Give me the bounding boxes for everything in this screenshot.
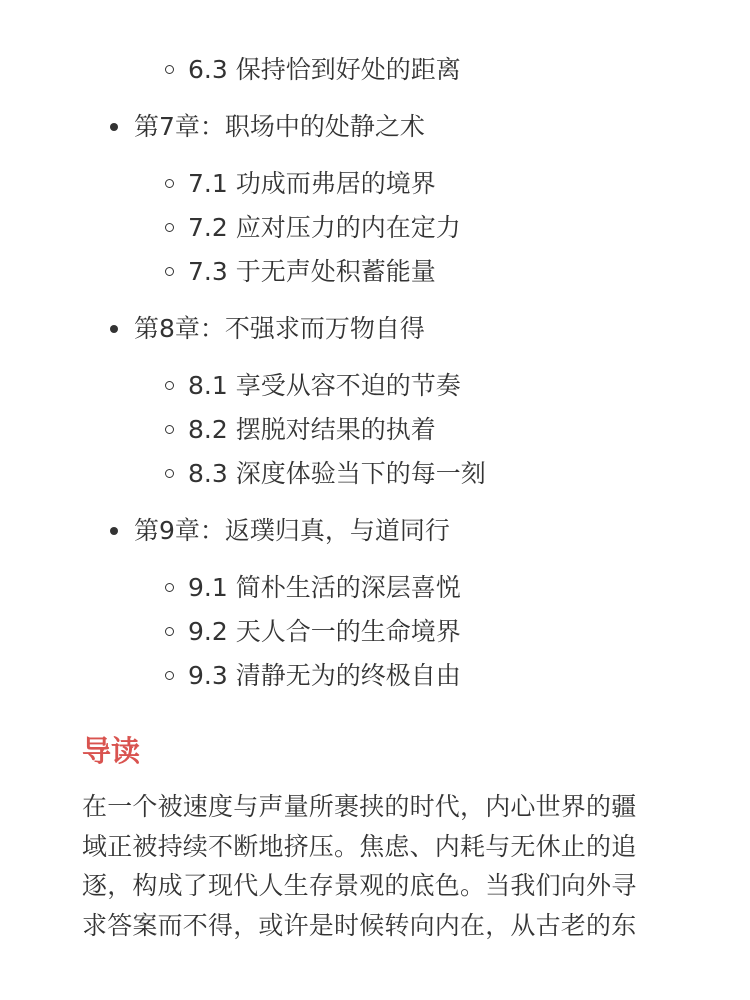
toc-subsection-label: 9.3 清静无为的终极自由 (188, 661, 461, 690)
paragraph-line: 在一个被速度与声量所裹挟的时代，内心世界的疆 (82, 792, 637, 821)
toc-chapter-label: 第9章：返璞归真，与道同行 (134, 516, 450, 545)
hollow-bullet-icon (165, 65, 174, 74)
toc-subsection-label: 8.1 享受从容不迫的节奏 (188, 371, 461, 400)
hollow-bullet-icon (165, 223, 174, 232)
hollow-bullet-icon (165, 469, 174, 478)
toc-chapter-label: 第7章：职场中的处静之术 (134, 112, 425, 141)
toc-subsection-label: 8.3 深度体验当下的每一刻 (188, 459, 486, 488)
hollow-bullet-icon (165, 425, 174, 434)
hollow-bullet-icon (165, 671, 174, 680)
hollow-bullet-icon (165, 381, 174, 390)
section-heading-intro: 导读 (82, 734, 141, 768)
hollow-bullet-icon (165, 583, 174, 592)
paragraph-line: 求答案而不得，或许是时候转向内在，从古老的东 (82, 910, 637, 940)
hollow-bullet-icon (165, 179, 174, 188)
toc-subsection-label: 6.3 保持恰到好处的距离 (188, 55, 461, 84)
toc-chapter-label: 第8章：不强求而万物自得 (134, 314, 425, 343)
hollow-bullet-icon (165, 267, 174, 276)
toc-subsection-label: 7.1 功成而弗居的境界 (188, 169, 436, 198)
intro-paragraph (82, 787, 682, 945)
paragraph-line: 逐，构成了现代人生存景观的底色。当我们向外寻 (82, 871, 637, 900)
toc-subsection-label: 7.2 应对压力的内在定力 (188, 213, 461, 242)
toc-subsection-label: 7.3 于无声处积蓄能量 (188, 257, 436, 286)
paragraph-line: 域正被持续不断地挤压。焦虑、内耗与无休止的追 (82, 831, 637, 861)
toc-subsection-label: 8.2 摆脱对结果的执着 (188, 415, 436, 444)
bullet-icon (110, 325, 118, 333)
toc-subsection-label: 9.2 天人合一的生命境界 (188, 617, 461, 646)
toc-subsection-label: 9.1 简朴生活的深层喜悦 (188, 573, 461, 602)
bullet-icon (110, 527, 118, 535)
bullet-icon (110, 123, 118, 131)
hollow-bullet-icon (165, 627, 174, 636)
